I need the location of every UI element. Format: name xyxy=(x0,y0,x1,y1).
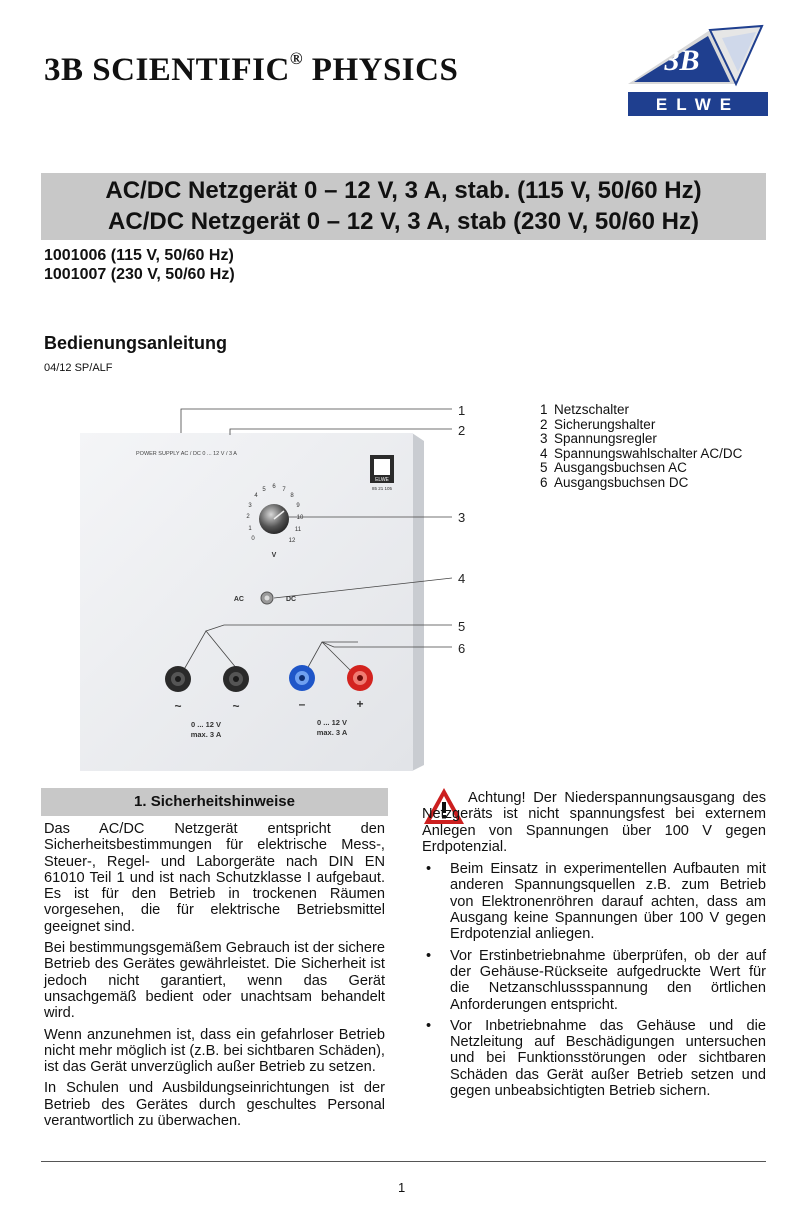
legend-item: 6 Ausgangsbuchsen DC xyxy=(540,474,689,490)
dial-tick: 3 xyxy=(248,503,252,509)
dial-tick: 0 xyxy=(251,536,255,542)
list-item: • Beim Einsatz in experimentellen Aufbauten mit anderen Spannungsquellen z.B. zum Betrieb von Elektronenröhren darauf achten, dass am Ausgang keine Spannungen über 100 V gegen Erdpotenzial anliegen. xyxy=(426,861,766,943)
article-codes xyxy=(44,246,235,284)
dc-rating-voltage: 0 ... 12 V xyxy=(316,718,348,727)
paragraph: Wenn anzunehmen ist, dass ein gefahrloser Betrieb nicht mehr möglich ist (z.B. bei sichtbaren Schäden), ist das Gerät unverzüglich außer Betrieb zu setzen. xyxy=(44,1026,385,1076)
title-line-115v: AC/DC Netzgerät 0 – 12 V, 3 A, stab. (115 V, 50/60 Hz) xyxy=(105,177,702,204)
legend-item: 5 Ausgangsbuchsen AC xyxy=(540,460,687,476)
brand-title: 3B SCIENTIFIC® PHYSICS xyxy=(44,49,459,88)
model-code: 85 21 105 xyxy=(371,486,393,491)
panel-label: POWER SUPPLY AC / DC 0 ... 12 V / 3 A xyxy=(136,451,237,457)
legend-item: 2 Sicherungshalter xyxy=(540,416,656,432)
warning-column xyxy=(422,790,766,1104)
callout-6: 6 xyxy=(458,641,466,656)
title-line-230v: AC/DC Netzgerät 0 – 12 V, 3 A, stab (230 V, 50/60 Hz) xyxy=(108,208,699,235)
dial-tick: 10 xyxy=(296,515,304,521)
legend-item: 4 Spannungswahlschalter AC/DC xyxy=(540,445,743,461)
dc-rating-current: max. 3 A xyxy=(316,728,348,737)
callout-4: 4 xyxy=(458,571,466,586)
dial-tick: 1 xyxy=(248,526,252,532)
front-panel xyxy=(80,433,413,771)
ac-rating-voltage: 0 ... 12 V xyxy=(190,720,222,729)
dc-socket-minus xyxy=(289,665,315,691)
dial-tick: 7 xyxy=(282,487,286,493)
ac-symbol-2: ~ xyxy=(232,699,240,713)
safety-bullets xyxy=(422,861,766,1099)
title-band xyxy=(41,173,766,240)
paragraph: Bei bestimmungsgemäßem Gebrauch ist der sichere Betrieb des Gerätes gewährleistet. Die Sicherheit ist jedoch nicht garantiert, wenn das Gerät unsachgemäß bedient oder unachtsam behandelt wird. xyxy=(44,940,385,1022)
callout-5: 5 xyxy=(458,619,466,634)
dial-tick: 12 xyxy=(288,538,296,544)
article-code-115v: 1001006 (115 V, 50/60 Hz) xyxy=(44,247,234,264)
safety-text-column xyxy=(44,821,385,1134)
paragraph: Das AC/DC Netzgerät entspricht den Sicherheitsbestimmungen für elektrische Mess-, Steuer-, Regel- und Laborgeräte nach DIN EN 61010 Teil 1 und ist nach Schutzklasse I aufgebaut. Es ist für den Betrieb in trockenen Räumen vorgesehen, die für elektrische Betriebsmittel geeignet sind. xyxy=(44,821,385,935)
callout-2: 2 xyxy=(458,423,466,438)
page-number: 1 xyxy=(398,1180,406,1195)
dial-tick: 5 xyxy=(262,487,266,493)
ac-symbol-1: ~ xyxy=(174,699,182,713)
registered-mark: ® xyxy=(289,49,304,68)
callout-3: 3 xyxy=(458,510,466,525)
3b-elwe-logo xyxy=(622,18,768,118)
ac-socket-2 xyxy=(223,666,249,692)
dc-plus-symbol: + xyxy=(356,697,364,711)
article-code-230v: 1001007 (230 V, 50/60 Hz) xyxy=(44,266,235,283)
dial-tick: 6 xyxy=(272,484,276,490)
section-heading-safety: 1. Sicherheitshinweise xyxy=(41,788,388,816)
dial-tick: 9 xyxy=(296,503,300,509)
dial-unit: V xyxy=(271,552,277,559)
logo-elwe-text: ELWE xyxy=(655,95,741,114)
dc-minus-symbol: – xyxy=(298,697,306,711)
list-item: • Vor Erstinbetriebnahme überprüfen, ob der auf der Gehäuse-Rückseite aufgedruckte Wert für die Netzanschlussspannung den örtlichen Anforderungen entspricht. xyxy=(426,947,766,1013)
footer-rule xyxy=(41,1161,766,1162)
dial-tick: 4 xyxy=(254,493,258,499)
legend-item: 3 Spannungsregler xyxy=(540,431,657,447)
callout-numbers xyxy=(458,403,465,656)
legend-item: 1 Netzschalter xyxy=(540,402,630,417)
ac-socket-1 xyxy=(165,666,191,692)
bullet-dot: • xyxy=(426,1017,432,1034)
manual-title: Bedienungsanleitung xyxy=(44,333,228,353)
revision-code: 04/12 SP/ALF xyxy=(44,362,113,374)
power-supply-figure xyxy=(78,395,498,780)
ac-rating-current: max. 3 A xyxy=(190,730,222,739)
dial-tick: 2 xyxy=(246,514,250,520)
dial-tick: 8 xyxy=(290,493,294,499)
warning-text: Achtung! Der Niederspannungsausgang des Netzgeräts ist nicht spannungsfest bei externem Anlegen von Spannungen über 100 V gegen Erdpotenzial. xyxy=(422,790,766,855)
logo-3b-text: 3B xyxy=(664,44,700,77)
elwe-badge-label: ELWE xyxy=(375,477,389,483)
switch-ac-label: AC xyxy=(233,596,244,603)
dial-tick: 11 xyxy=(294,527,302,533)
callout-1: 1 xyxy=(458,403,466,418)
bullet-dot: • xyxy=(426,861,432,878)
list-item: • Vor Inbetriebnahme das Gehäuse und die Netzleitung auf Beschädigungen untersuchen und bei Funktionsstörungen oder sichtbaren Schäden das Gerät außer Betrieb setzen und gegen unbeabsichtigten Betrieb sichern. xyxy=(426,1017,766,1100)
dc-socket-plus xyxy=(347,665,373,691)
paragraph: In Schulen und Ausbildungseinrichtungen ist der Betrieb des Gerätes durch geschultes Personal verantwortlich zu überwachen. xyxy=(44,1080,385,1130)
bullet-dot: • xyxy=(426,947,432,964)
switch-dc-label: DC xyxy=(286,596,297,603)
figure-legend xyxy=(540,403,742,491)
